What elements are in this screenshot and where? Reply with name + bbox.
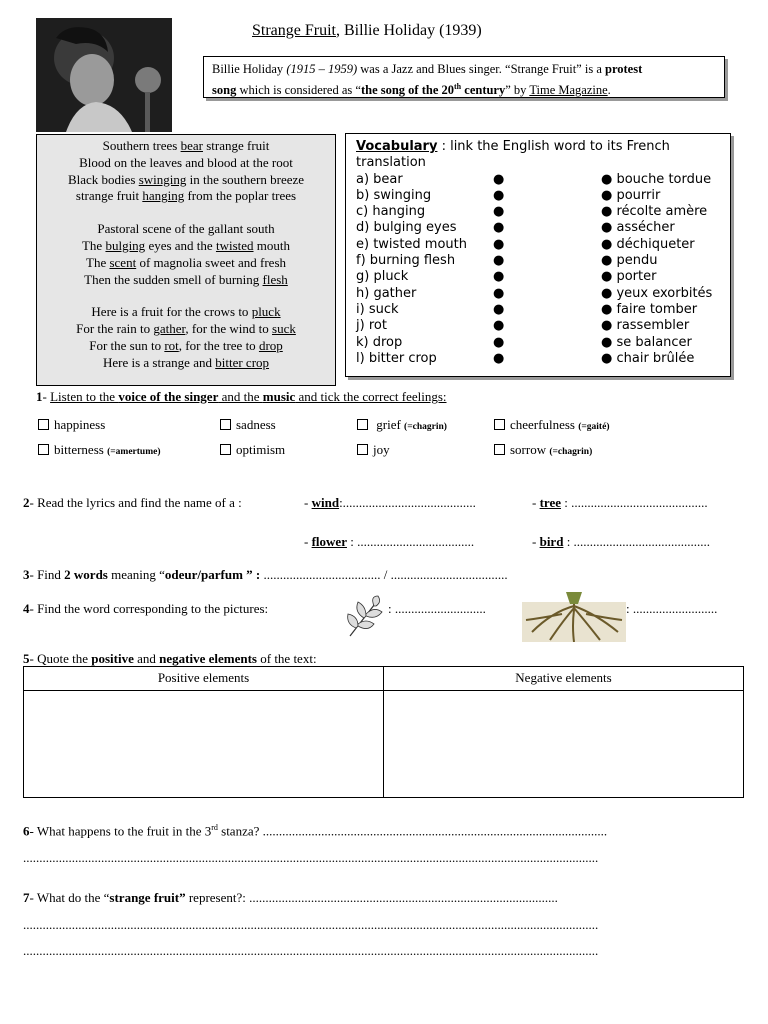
answer-picture-2[interactable]: : .......................... bbox=[626, 601, 718, 616]
vocab-link-dot-left[interactable]: ● bbox=[493, 318, 505, 334]
vocab-french-word: ● faire tomber bbox=[601, 301, 698, 317]
vocab-english-word: g) pluck bbox=[356, 269, 409, 285]
positive-answer-cell[interactable] bbox=[24, 691, 383, 797]
vocab-french-word: ● chair brûlée bbox=[601, 350, 695, 366]
answer-bird[interactable]: - bird : .......................................... bbox=[532, 534, 711, 549]
question-4: 4- Find the word corresponding to the pictures: bbox=[23, 601, 269, 616]
negative-answer-cell[interactable] bbox=[384, 691, 743, 797]
checkbox[interactable] bbox=[357, 419, 368, 430]
worksheet-title: Strange Fruit, Billie Holiday (1939) bbox=[252, 22, 482, 39]
vocab-english-word: i) suck bbox=[356, 301, 399, 317]
vocab-row bbox=[356, 269, 720, 285]
vocabulary-box bbox=[345, 133, 731, 377]
column-header-negative: Negative elements bbox=[384, 667, 743, 691]
vocabulary-heading: Vocabulary : link the English word to its French translation bbox=[356, 139, 670, 171]
lyric-line: For the sun to rot, for the tree to drop bbox=[89, 337, 283, 353]
checkbox[interactable] bbox=[494, 419, 505, 430]
vocab-french-word: ● porter bbox=[601, 269, 657, 285]
stanza-2 bbox=[39, 221, 333, 288]
feeling-grief[interactable]: grief (=chagrin) bbox=[357, 417, 447, 433]
vocab-link-dot-left[interactable]: ● bbox=[493, 350, 505, 366]
answer-q7-line-2[interactable]: ................................................................................................................................................................................. bbox=[23, 917, 599, 932]
checkbox[interactable] bbox=[220, 444, 231, 455]
feeling-happiness[interactable]: happiness bbox=[38, 417, 105, 433]
vocab-english-word: e) twisted mouth bbox=[356, 236, 467, 252]
question-3: 3- Find 2 words meaning “odeur/parfum ” : .................................... / .................................... bbox=[23, 567, 508, 582]
vocab-english-word: d) bulging eyes bbox=[356, 220, 457, 236]
answer-scent[interactable]: .................................... / .................................... bbox=[260, 567, 508, 582]
question-1: 1- Listen to the voice of the singer and the music and tick the correct feelings: bbox=[36, 389, 447, 404]
vocab-french-word: ● assécher bbox=[601, 220, 675, 236]
roots-picture bbox=[522, 592, 626, 642]
vocab-french-word: ● déchiqueter bbox=[601, 236, 695, 252]
lyric-line: Black bodies swinging in the southern breeze bbox=[67, 171, 305, 187]
billie-holiday-photo bbox=[36, 18, 172, 132]
lyric-line: Here is a strange and bitter crop bbox=[102, 354, 270, 370]
lyrics-box bbox=[36, 134, 336, 386]
vocab-row bbox=[356, 220, 720, 236]
lyric-line: The scent of magnolia sweet and fresh bbox=[86, 254, 286, 270]
vocab-english-word: a) bear bbox=[356, 171, 403, 187]
vocab-link-dot-left[interactable]: ● bbox=[493, 187, 505, 203]
question-7: 7- What do the “strange fruit” represent?: ............................................................................................... bbox=[23, 890, 558, 905]
vocab-english-word: f) burning flesh bbox=[356, 253, 456, 269]
vocab-row bbox=[356, 335, 720, 351]
question-2: 2- Read the lyrics and find the name of a : bbox=[23, 495, 242, 510]
lyric-line: For the rain to gather, for the wind to suck bbox=[76, 321, 296, 337]
vocab-french-word: ● pendu bbox=[601, 253, 658, 269]
answer-picture-1[interactable]: : ............................ bbox=[388, 601, 486, 616]
vocab-english-word: c) hanging bbox=[356, 204, 426, 220]
lyric-line: The bulging eyes and the twisted mouth bbox=[81, 237, 290, 253]
leaf-picture bbox=[344, 594, 386, 640]
lyric-line: Then the sudden smell of burning flesh bbox=[84, 271, 288, 287]
vocab-row bbox=[356, 351, 720, 367]
vocab-row bbox=[356, 237, 720, 253]
vocab-link-dot-left[interactable]: ● bbox=[493, 301, 505, 317]
vocab-row bbox=[356, 302, 720, 318]
stanza-1 bbox=[39, 138, 333, 205]
feeling-joy[interactable]: joy bbox=[357, 442, 390, 458]
answer-q7-line-1[interactable]: ............................................................................................... bbox=[245, 890, 558, 905]
vocab-english-word: j) rot bbox=[356, 318, 387, 334]
lyric-line: Blood on the leaves and blood at the root bbox=[79, 154, 293, 170]
vocab-row bbox=[356, 253, 720, 269]
vocab-link-dot-left[interactable]: ● bbox=[493, 253, 505, 269]
answer-q7-line-3[interactable]: ................................................................................................................................................................................. bbox=[23, 943, 599, 958]
lyric-line: Southern trees bear strange fruit bbox=[102, 138, 270, 153]
vocab-french-word: ● se balancer bbox=[601, 334, 692, 350]
answer-wind[interactable]: - wind:......................................... bbox=[304, 495, 476, 510]
vocab-english-word: h) gather bbox=[356, 285, 417, 301]
vocab-link-dot-left[interactable]: ● bbox=[493, 269, 505, 285]
vocab-link-dot-left[interactable]: ● bbox=[493, 285, 505, 301]
lyric-line: Here is a fruit for the crows to pluck bbox=[91, 304, 281, 320]
vocab-row bbox=[356, 286, 720, 302]
vocab-link-dot-left[interactable]: ● bbox=[493, 236, 505, 252]
feeling-sorrow[interactable]: sorrow (=chagrin) bbox=[494, 442, 592, 458]
vocab-link-dot-left[interactable]: ● bbox=[493, 220, 505, 236]
column-header-positive: Positive elements bbox=[24, 667, 383, 691]
elements-table bbox=[23, 666, 744, 798]
vocab-french-word: ● bouche tordue bbox=[601, 171, 712, 187]
vocab-link-dot-left[interactable]: ● bbox=[493, 204, 505, 220]
question-6: 6- What happens to the fruit in the 3rd stanza? .......................................................................................................... bbox=[23, 823, 608, 839]
checkbox[interactable] bbox=[38, 419, 49, 430]
vocab-french-word: ● récolte amère bbox=[601, 204, 708, 220]
intro-box: Billie Holiday (1915 – 1959) was a Jazz and Blues singer. “Strange Fruit” is a protest song which is considered as “the song of the 20th century” by Time Magazine. bbox=[203, 56, 725, 98]
feeling-optimism[interactable]: optimism bbox=[220, 442, 285, 458]
question-5: 5- Quote the positive and negative elements of the text: bbox=[23, 651, 317, 666]
vocab-french-word: ● rassembler bbox=[601, 318, 690, 334]
feeling-bitterness[interactable]: bitterness (=amertume) bbox=[38, 442, 161, 458]
answer-tree[interactable]: - tree : .......................................... bbox=[532, 495, 708, 510]
answer-q6-line-1[interactable]: .......................................................................................................... bbox=[262, 823, 608, 839]
feeling-sadness[interactable]: sadness bbox=[220, 417, 276, 433]
feeling-cheerfulness[interactable]: cheerfulness (=gaité) bbox=[494, 417, 609, 433]
vocab-english-word: l) bitter crop bbox=[356, 350, 437, 366]
vocab-french-word: ● yeux exorbités bbox=[601, 285, 713, 301]
vocab-row bbox=[356, 172, 720, 188]
answer-q6-line-2[interactable]: ................................................................................................................................................................................. bbox=[23, 850, 599, 865]
vocab-french-word: ● pourrir bbox=[601, 187, 661, 203]
vocab-english-word: b) swinging bbox=[356, 187, 432, 203]
vocab-english-word: k) drop bbox=[356, 334, 403, 350]
checkbox[interactable] bbox=[38, 444, 49, 455]
vocabulary-rows bbox=[356, 172, 720, 368]
lyric-line: Pastoral scene of the gallant south bbox=[97, 221, 275, 237]
answer-flower[interactable]: - flower : .................................... bbox=[304, 534, 475, 549]
vocab-row bbox=[356, 204, 720, 220]
checkbox[interactable] bbox=[494, 444, 505, 455]
stanza-3 bbox=[39, 304, 333, 371]
vocab-link-dot-left[interactable]: ● bbox=[493, 171, 505, 187]
lyric-line: strange fruit hanging from the poplar trees bbox=[75, 188, 297, 204]
vocab-row bbox=[356, 188, 720, 204]
checkbox[interactable] bbox=[220, 419, 231, 430]
vocab-row bbox=[356, 318, 720, 334]
vocab-link-dot-left[interactable]: ● bbox=[493, 334, 505, 350]
checkbox[interactable] bbox=[357, 444, 368, 455]
